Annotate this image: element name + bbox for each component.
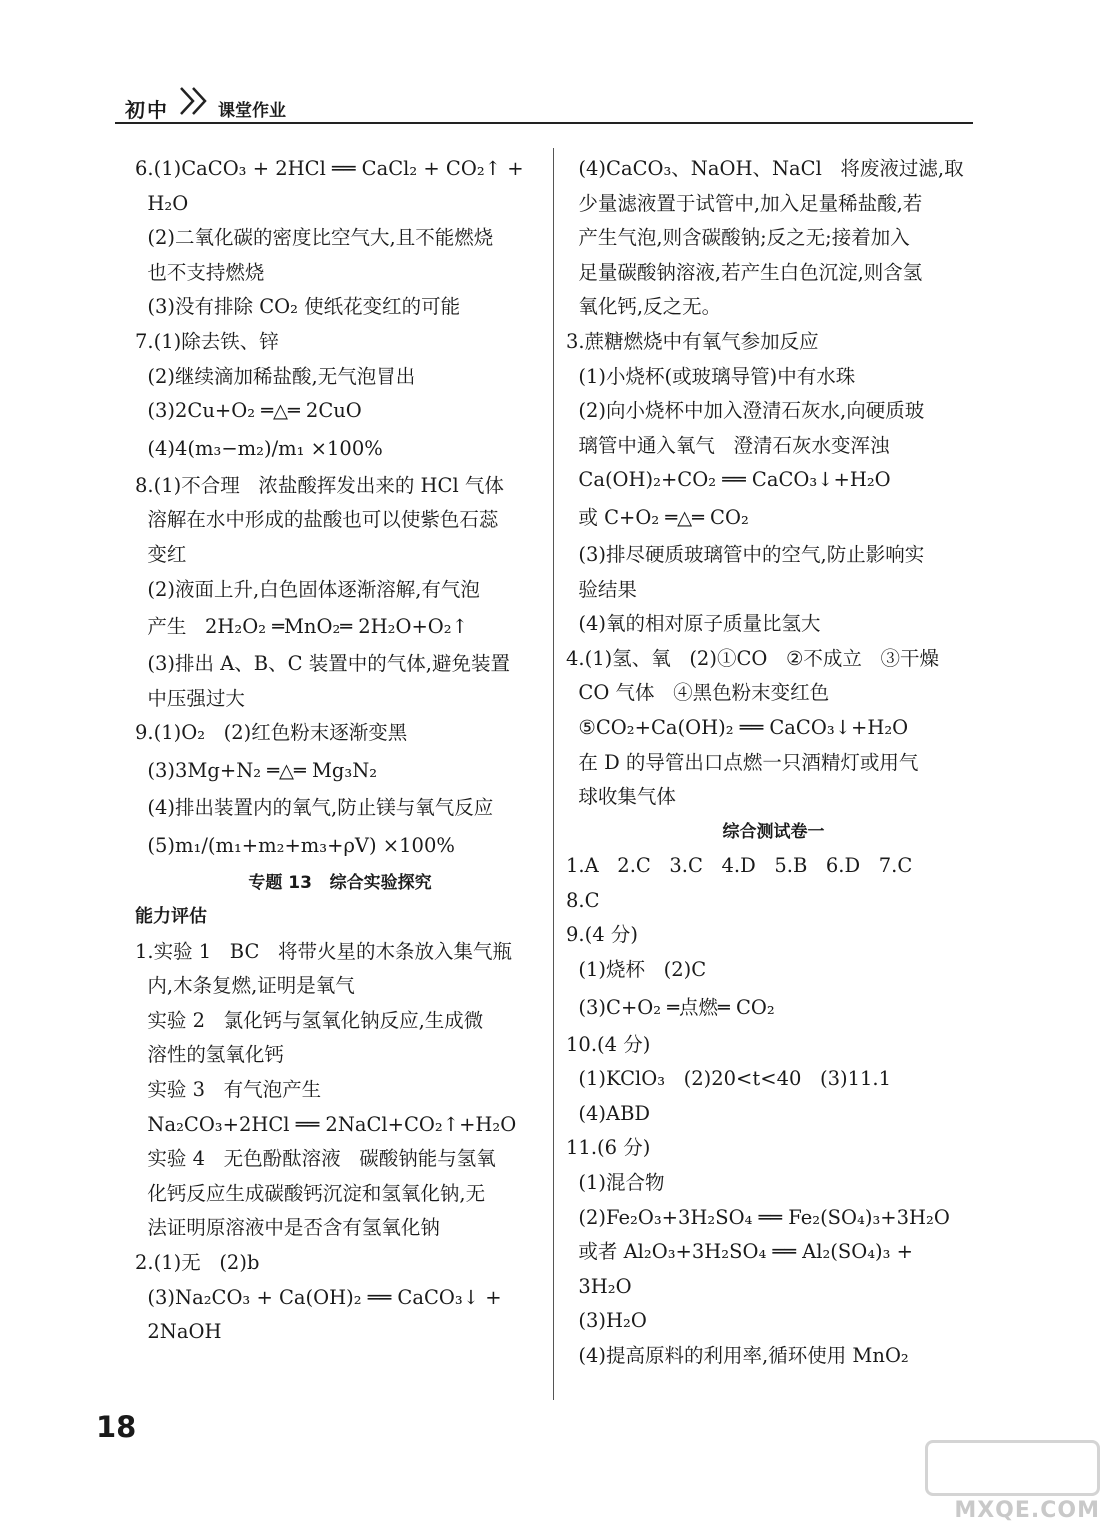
answer-line: (2)Fe₂O₃+3H₂SO₄ ══ Fe₂(SO₄)₃+3H₂O (566, 1205, 950, 1229)
answer-line: ⑤CO₂+Ca(OH)₂ ══ CaCO₃↓+H₂O (566, 715, 909, 739)
section-heading: 专题 13 综合实验探究 (248, 872, 432, 893)
answer-line: 溶解在水中形成的盐酸也可以使紫色石蕊 (135, 508, 499, 532)
answer-line: (4)提高原料的利用率,循环使用 MnO₂ (566, 1344, 909, 1367)
answer-line: 8.C (566, 888, 600, 912)
answer-line: 8.(1)不合理 浓盐酸挥发出来的 HCl 气体 (135, 473, 504, 497)
answer-line: 2NaOH (135, 1320, 222, 1344)
right-column (566, 152, 981, 1374)
answer-line: H₂O (135, 191, 189, 215)
answer-line: Ca(OH)₂+CO₂ ══ CaCO₃↓+H₂O (566, 468, 891, 492)
answer-line: (1)小烧杯(或玻璃导管)中有水珠 (566, 364, 856, 388)
answer-line: 实验 3 有气泡产生 (135, 1078, 322, 1102)
answer-line: 也不支持燃烧 (135, 260, 265, 284)
answer-line: 溶性的氢氧化钙 (135, 1043, 284, 1067)
column-divider (553, 148, 554, 1400)
answer-line: (4)排出装置内的氧气,防止镁与氧气反应 (135, 795, 494, 819)
section-heading: 综合测试卷一 (722, 821, 825, 842)
answer-line: (3)2Cu+O₂ ═△═ 2CuO (135, 399, 362, 423)
answer-line: (5)m₁/(m₁+m₂+m₃+ρV) ×100% (135, 833, 455, 857)
answer-line: 氧化钙,反之无。 (566, 295, 722, 319)
answer-line: 11.(6 分) (566, 1136, 651, 1160)
answer-line: (4)ABD (566, 1101, 651, 1125)
answer-line: 产生 2H₂O₂ ═MnO₂═ 2H₂O+O₂↑ (135, 615, 468, 639)
left-column (135, 152, 545, 1350)
answer-line: CO 气体 ④黑色粉末变红色 (566, 681, 830, 705)
level-label: 初中 (125, 98, 169, 122)
answer-line: 1.实验 1 BC 将带火星的木条放入集气瓶 (135, 939, 513, 963)
answer-line: 2.(1)无 (2)b (135, 1251, 260, 1275)
answer-line: (3)没有排除 CO₂ 使纸花变红的可能 (135, 295, 461, 319)
answer-line: 3H₂O (566, 1274, 632, 1298)
answer-line: 璃管中通入氧气 澄清石灰水变浑浊 (566, 433, 890, 457)
answer-line: 验结果 (566, 577, 637, 601)
answer-line: 产生气泡,则含碳酸钠;反之无;接着加入 (566, 226, 910, 250)
answer-line: 3.蔗糖燃烧中有氧气参加反应 (566, 329, 819, 353)
answer-line: 或者 Al₂O₃+3H₂SO₄ ══ Al₂(SO₄)₃ + (566, 1240, 914, 1264)
answer-line: Na₂CO₃+2HCl ══ 2NaCl+CO₂↑+H₂O (135, 1112, 517, 1136)
answer-line: (3)H₂O (566, 1309, 647, 1333)
answer-line: (2)液面上升,白色固体逐渐溶解,有气泡 (135, 577, 480, 601)
answer-line: (1)混合物 (566, 1171, 665, 1195)
answer-line: 或 C+O₂ ═△═ CO₂ (566, 505, 749, 529)
answer-line: 1.A 2.C 3.C 4.D 5.B 6.D 7.C (566, 854, 913, 878)
answer-line: 6.(1)CaCO₃ + 2HCl ══ CaCl₂ + CO₂↑ + (135, 157, 524, 180)
answer-line: 实验 2 氯化钙与氢氧化钠反应,生成微 (135, 1008, 484, 1032)
answer-line: 变红 (135, 542, 187, 566)
watermark-logo (915, 1440, 1100, 1530)
page-header (115, 84, 973, 124)
answer-line: 在 D 的导管出口点燃一只酒精灯或用气 (566, 750, 919, 774)
page-number: 18 (96, 1410, 137, 1444)
answer-line: (3)3Mg+N₂ ═△═ Mg₃N₂ (135, 758, 378, 782)
answer-line: (3)Na₂CO₃ + Ca(OH)₂ ══ CaCO₃↓ + (135, 1285, 502, 1309)
answer-line: 9.(4 分) (566, 923, 638, 947)
double-chevron-icon (177, 84, 213, 118)
answer-line: 中压强过大 (135, 686, 245, 710)
answer-line: (1)KClO₃ (2)20<t<40 (3)11.1 (566, 1067, 892, 1091)
subsection-heading: 能力评估 (135, 906, 207, 928)
answer-line: (2)二氧化碳的密度比空气大,且不能燃烧 (135, 226, 494, 250)
watermark-text: MXQE.COM (954, 1498, 1100, 1523)
answer-line: 10.(4 分) (566, 1032, 651, 1056)
answer-line: 9.(1)O₂ (2)红色粉末逐渐变黑 (135, 721, 408, 745)
answer-line: (3)C+O₂ ═点燃═ CO₂ (566, 995, 775, 1019)
answer-line: 7.(1)除去铁、锌 (135, 329, 279, 353)
answer-line: 足量碳酸钠溶液,若产生白色沉淀,则含氢 (566, 260, 923, 284)
answer-line: (3)排尽硬质玻璃管中的空气,防止影响实 (566, 542, 925, 566)
answer-line: (4)CaCO₃、NaOH、NaCl 将废液过滤,取 (566, 157, 964, 180)
answer-line: (2)继续滴加稀盐酸,无气泡冒出 (135, 364, 416, 388)
answer-line: (1)烧杯 (2)C (566, 958, 707, 982)
watermark-badge-icon (925, 1440, 1100, 1496)
book-title: 课堂作业 (218, 101, 286, 121)
answer-line: 4.(1)氢、氧 (2)①CO ②不成立 ③干燥 (566, 646, 940, 670)
answer-line: (3)排出 A、B、C 装置中的气体,避免装置 (135, 652, 510, 676)
answer-line: (4)氧的相对原子质量比氢大 (566, 612, 821, 636)
answer-line: 法证明原溶液中是否含有氢氧化钠 (135, 1216, 440, 1240)
answer-line: (2)向小烧杯中加入澄清石灰水,向硬质玻 (566, 399, 925, 423)
answer-line: 化钙反应生成碳酸钙沉淀和氢氧化钠,无 (135, 1181, 486, 1205)
answer-line: 球收集气体 (566, 785, 676, 809)
answer-line: (4)4(m₃−m₂)/m₁ ×100% (135, 436, 383, 460)
answer-line: 实验 4 无色酚酞溶液 碳酸钠能与氢氧 (135, 1147, 496, 1171)
answer-line: 少量滤液置于试管中,加入足量稀盐酸,若 (566, 191, 923, 215)
answer-line: 内,木条复燃,证明是氧气 (135, 974, 355, 998)
